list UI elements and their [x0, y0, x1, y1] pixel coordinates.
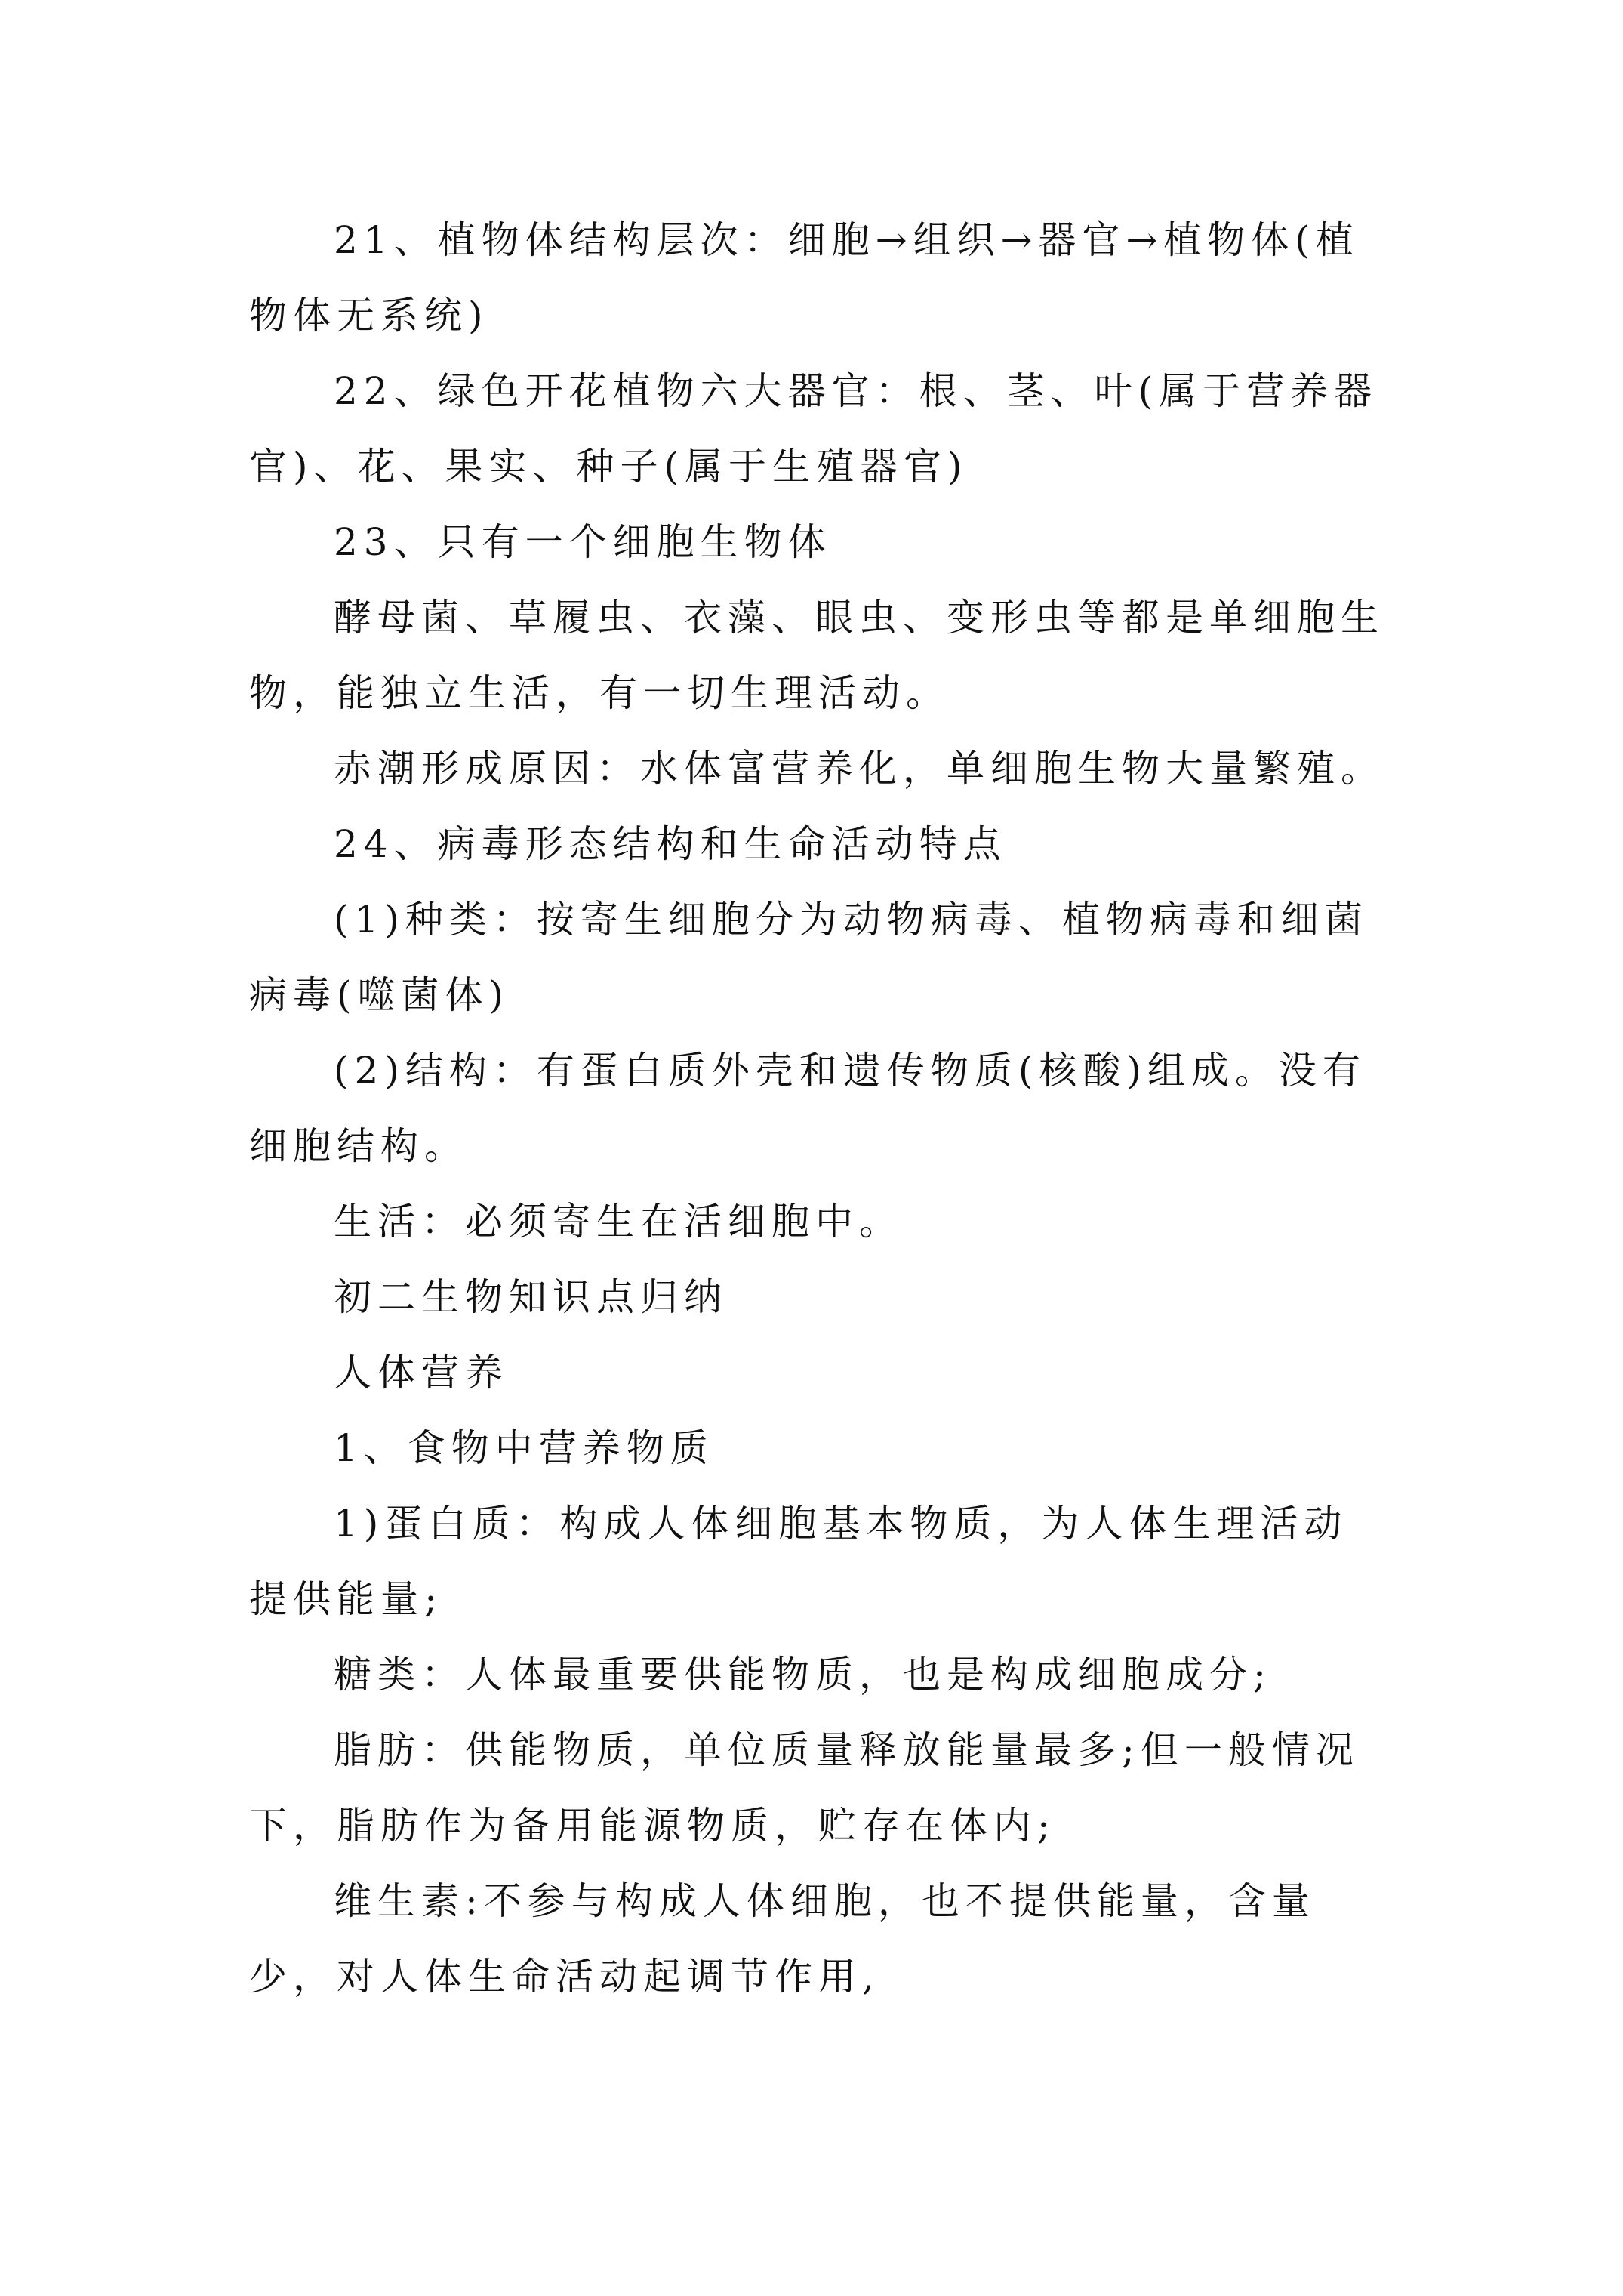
- paragraph-carbohydrates: 糖类：人体最重要供能物质，也是构成细胞成分;: [334, 1653, 1272, 1697]
- paragraph-virus-types: (1)种类：按寄生细胞分为动物病毒、植物病毒和细菌病毒(噬菌体): [249, 898, 1369, 1017]
- document-body: [249, 202, 1389, 2014]
- paragraph-plant-structure-levels: 21、植物体结构层次：细胞→组织→器官→植物体(植物体无系统): [249, 218, 1360, 337]
- paragraph-section-title: 初二生物知识点归纳: [334, 1275, 728, 1319]
- paragraph-virus-life: 生活：必须寄生在活细胞中。: [334, 1200, 903, 1244]
- paragraph-vitamins: 维生素:不参与构成人体细胞，也不提供能量，含量少，对人体生命活动起调节作用,: [249, 1879, 1316, 1999]
- paragraph-fat: 脂肪：供能物质，单位质量释放能量最多;但一般情况下，脂肪作为备用能源物质，贮存在体内;: [249, 1728, 1360, 1848]
- paragraph-virus-heading: 24、病毒形态结构和生命活动特点: [334, 822, 1007, 866]
- paragraph-human-nutrition: 人体营养: [334, 1351, 509, 1395]
- paragraph-red-tide: 赤潮形成原因：水体富营养化，单细胞生物大量繁殖。: [334, 747, 1384, 791]
- paragraph-single-cell-heading: 23、只有一个细胞生物体: [334, 520, 832, 564]
- paragraph-protein: 1)蛋白质：构成人体细胞基本物质，为人体生理活动提供能量;: [249, 1502, 1348, 1621]
- paragraph-six-organs: 22、绿色开花植物六大器官：根、茎、叶(属于营养器官)、花、果实、种子(属于生殖器官): [249, 369, 1378, 488]
- paragraph-single-cell-examples: 酵母菌、草履虫、衣藻、眼虫、变形虫等都是单细胞生物，能独立生活，有一切生理活动。: [249, 596, 1384, 715]
- paragraph-nutrients-heading: 1、食物中营养物质: [334, 1426, 714, 1470]
- paragraph-virus-structure: (2)结构：有蛋白质外壳和遗传物质(核酸)组成。没有细胞结构。: [249, 1049, 1366, 1168]
